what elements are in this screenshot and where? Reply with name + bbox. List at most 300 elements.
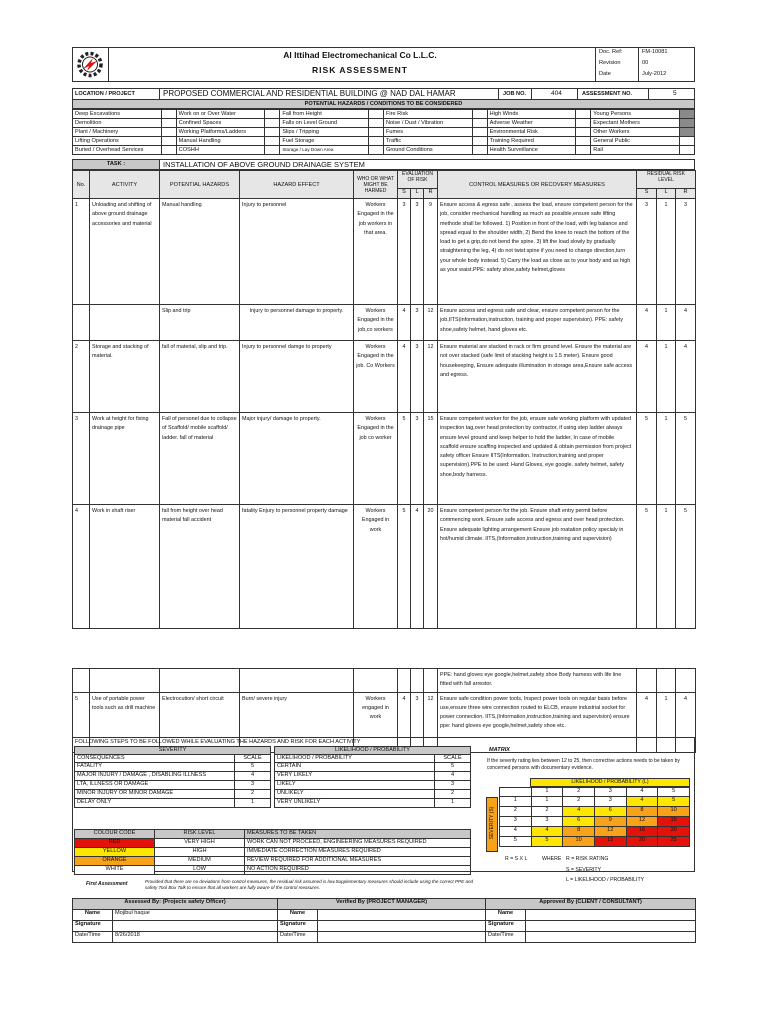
hazard-item: Confined Spaces (176, 119, 265, 128)
risk-l: 4 (411, 505, 424, 629)
risk-activity: Storage and stacking of material. (90, 341, 160, 413)
approved-signature-label: Signature (486, 921, 526, 932)
hazard-checkbox[interactable] (265, 137, 280, 146)
assessed-date-value: 8/26/2018 (113, 932, 278, 943)
col-who: WHO OR WHAT MIGHT BE HARMED (354, 171, 398, 199)
matrix-cell: 16 (626, 827, 658, 837)
hazard-checkbox[interactable] (472, 119, 487, 128)
risk-effect: Injury to personnel damge to property (240, 341, 354, 413)
matrix-cell: 20 (626, 837, 658, 847)
severity-row (75, 772, 271, 781)
risk-row (73, 199, 696, 305)
hazard-item: Adverse Weather (487, 119, 576, 128)
severity-axis-text: SEVERITY (S) (489, 806, 495, 840)
matrix-cell: 12 (626, 817, 658, 827)
color-measure: IMMEDIATE CORRECTION MEASURES REQUIRED (245, 848, 471, 857)
matrix-cell: 4 (626, 797, 658, 807)
matrix-cell: 1 (531, 797, 563, 807)
matrix-cell: 12 (594, 827, 626, 837)
hazard-checkbox[interactable] (265, 110, 280, 119)
hazard-checkbox[interactable] (472, 137, 487, 146)
likelihood-table (274, 746, 471, 808)
verified-by-title: Verified By (PROJECT MANAGER) (278, 899, 486, 910)
hazard-checkbox[interactable] (472, 146, 487, 155)
risk-rl: 1 (657, 305, 676, 341)
assessed-name-label: Name (73, 910, 113, 921)
hazard-checkbox[interactable] (265, 119, 280, 128)
risk-control: Ensure competent worker for the job, ensure safe working platform with updated inspection tag,over head protection by contractor, if using step ladder always ensure level ground and keep helper to hold the ladder, In case of mobile scaffold ensure scaffing inspected and updated & obtain permission from project safety officer Ensure IITS(Information, Instruction,training and proper supervision).PPE to be used: Hand Gloves, eye google. safety helmet, safety shoe,body harness. (438, 413, 637, 505)
risk-activity: Unloading and shifting of above ground drainage accessories and material (90, 199, 160, 305)
color-measure: WORK CAN NOT PROCEED, ENGINEERING MEASURES REQUIRED (245, 839, 471, 848)
likelihood-header-row (275, 755, 471, 763)
color-code-swatch: ORANGE (75, 857, 155, 866)
matrix-l-def: L = LIKELIHOOD / PROBABILITY (566, 877, 645, 883)
verified-name-value (318, 910, 486, 921)
matrix-s-def: S = SEVERITY (566, 867, 602, 873)
matrix-cell: 4 (563, 807, 595, 817)
task-value: INSTALLATION OF ABOVE GROUND DRAINAGE SYSTEM (163, 160, 365, 169)
risk-hazard: Slip and trip (160, 305, 240, 341)
color-code-swatch: RED (75, 839, 155, 848)
severity-header-row (75, 755, 271, 763)
risk-l: 3 (411, 692, 424, 752)
risk-s: 3 (398, 199, 411, 305)
matrix-cell: 10 (658, 807, 690, 817)
likelihood-label: VERY UNLIKELY (275, 799, 435, 808)
risk-effect: Injury to personnel (240, 199, 354, 305)
hazard-item: COSHH (176, 146, 265, 155)
hazard-item: Demolition (73, 119, 162, 128)
hazard-checkbox[interactable] (265, 128, 280, 137)
severity-label: LTA, ILLNESS OR DAMAGE (75, 781, 235, 790)
approved-date-value (526, 932, 696, 943)
color-row (75, 866, 471, 875)
likelihood-title: LIKELIHOOD / PROBABILITY (275, 747, 471, 755)
matrix-title: MATRIX (489, 747, 511, 753)
verified-name-label: Name (278, 910, 318, 921)
risk-no: 2 (73, 341, 90, 413)
risk-no: 1 (73, 199, 90, 305)
risk-rs: 5 (637, 505, 657, 629)
hazard-checkbox[interactable] (679, 137, 694, 146)
document-header (72, 47, 695, 82)
likelihood-scale: 1 (435, 799, 471, 808)
hazard-item: Fumes (383, 128, 472, 137)
risk-who: Workers engaged in work (354, 692, 398, 752)
severity-label: MINOR INJURY OR MINOR DAMAGE (75, 790, 235, 799)
gear-logo-icon (73, 48, 107, 81)
severity-scale: 5 (235, 763, 271, 772)
matrix-l-header: 3 (594, 788, 626, 797)
risk-r: 20 (424, 505, 438, 629)
location-row (72, 88, 695, 100)
table-gap-row (73, 629, 696, 669)
color-measure: REVIEW REQUIRED FOR ADDITIONAL MEASURES (245, 857, 471, 866)
color-risk-level: HIGH (155, 848, 245, 857)
risk-no (73, 305, 90, 341)
risk-rl: 1 (657, 199, 676, 305)
location-value: PROPOSED COMMERCIAL AND RESIDENTIAL BUILDING @ NAD DAL HAMAR (163, 89, 456, 98)
matrix-cell: 4 (531, 827, 563, 837)
hazard-checkbox[interactable] (576, 128, 591, 137)
assessed-date-label: Date/Time (73, 932, 113, 943)
severity-table (74, 746, 271, 808)
col-no: No. (73, 171, 90, 199)
assessed-signature-value (113, 921, 278, 932)
likelihood-row (275, 781, 471, 790)
hazard-item: Noise / Dust / Vibration (383, 119, 472, 128)
risk-who: Workers Engaged in the job workers in that area. (354, 199, 398, 305)
severity-scale: 3 (235, 781, 271, 790)
risk-r: 15 (424, 413, 438, 505)
hazard-grid (72, 109, 695, 155)
matrix-l-header: 1 (531, 788, 563, 797)
hazard-checkbox[interactable] (368, 119, 383, 128)
likelihood-scale: 4 (435, 772, 471, 781)
likelihood-row (275, 763, 471, 772)
severity-row (75, 763, 271, 772)
risk-r: 12 (424, 341, 438, 413)
risk-no: 3 (73, 413, 90, 505)
risk-s: 5 (398, 413, 411, 505)
risk-no: 5 (73, 692, 90, 752)
col-residual: RESIDUAL RISK LEVEL (637, 171, 696, 189)
form-title: RISK ASSESSMENT (312, 65, 408, 75)
color-header-row (75, 830, 471, 839)
company-name: Al Ittihad Electromechanical Co L.L.C. (283, 50, 437, 60)
steps-title: FOLLOWING STEPS TO BE FOLLOWED WHILE EVALUATING THE HAZARDS AND RISK FOR EACH ACTIVITY (75, 739, 361, 745)
risk-row (73, 505, 696, 629)
matrix-row (500, 807, 690, 817)
risk-r: 12 (424, 305, 438, 341)
col-l: L (411, 189, 424, 199)
risk-l: 3 (411, 413, 424, 505)
hazard-item: Manual Handling (176, 137, 265, 146)
hazard-checkbox[interactable] (265, 146, 280, 155)
risk-who: Workers Engaged in the job,co workers (354, 305, 398, 341)
matrix-cell: 10 (563, 837, 595, 847)
assessed-by-title: Assessed By: (Projects safety Officer) (73, 899, 278, 910)
color-code-table (74, 829, 471, 875)
hazard-item: Storage / Lay Down Area (280, 146, 369, 155)
risk-s: 4 (398, 692, 411, 752)
risk-row (73, 413, 696, 505)
matrix-lh-title: LIKELIHOOD / PROBABILITY (L) (530, 778, 690, 787)
likelihood-row (275, 790, 471, 799)
risk-activity: Use of portable power tools such as drill machine (90, 692, 160, 752)
risk-activity: Work at height for fixing drainage pipe (90, 413, 160, 505)
matrix-row (500, 797, 690, 807)
risk-hazard: Electrocution/ short circuit (160, 692, 240, 752)
hazard-checkbox[interactable] (368, 137, 383, 146)
risk-l (411, 669, 424, 693)
hazard-item: General Public (591, 137, 680, 146)
hazard-checkbox[interactable] (161, 110, 176, 119)
risk-hazard: fall of material, slip and trip. (160, 341, 240, 413)
col-control: CONTROL MEASURES OR RECOVERY MEASURES (438, 171, 637, 199)
severity-col2: SCALE (235, 755, 271, 763)
location-label: LOCATION / PROJECT (75, 91, 135, 97)
risk-rs (637, 669, 657, 693)
col-activity: ACTIVITY (90, 171, 160, 199)
company-logo (73, 48, 109, 81)
risk-control: Ensure safe condition power tools, Inspect power tools on regular basis before use,ensure three wire connection routed to ELCB, ensure industrial socket for power connection. IITS,(Information,instruction,training and supervision) ensure ppe: hand gloves eye google,helmet,safety shoe etc. (438, 692, 637, 752)
hazard-item: Fall from Height (280, 110, 369, 119)
matrix-cell: 2 (531, 807, 563, 817)
hazard-checkbox[interactable] (368, 146, 383, 155)
severity-scale: 1 (235, 799, 271, 808)
risk-rr (676, 669, 696, 693)
matrix-s-header: 1 (500, 797, 532, 807)
task-label: TASK : (106, 161, 126, 167)
hazards-title: POTENTIAL HAZARDS / CONDITIONS TO BE CONSIDERED (72, 100, 695, 109)
hazard-grid-row (73, 128, 695, 137)
task-row (72, 159, 695, 170)
assessment-no-value: 5 (673, 90, 677, 97)
likelihood-col2: SCALE (435, 755, 471, 763)
risk-effect: Burn/ severe injury (240, 692, 354, 752)
risk-rr: 3 (676, 199, 696, 305)
risk-hazard (160, 669, 240, 693)
risk-rs: 4 (637, 305, 657, 341)
hazard-checkbox[interactable] (679, 110, 694, 119)
likelihood-scale: 3 (435, 781, 471, 790)
matrix-l-header: 4 (626, 788, 658, 797)
assessment-no-label: ASSESSMENT NO. (582, 91, 633, 97)
likelihood-title-row (275, 747, 471, 755)
revision-label: Revision (599, 60, 621, 66)
matrix-severity-label (486, 797, 498, 852)
job-no-label: JOB NO. (503, 91, 527, 97)
matrix-cell: 5 (531, 837, 563, 847)
risk-activity: Work in shaft riser (90, 505, 160, 629)
risk-rs: 5 (637, 413, 657, 505)
risk-hazard: Manual handling (160, 199, 240, 305)
hazard-checkbox[interactable] (161, 128, 176, 137)
revision-value: 00 (642, 60, 649, 66)
matrix-s-header: 3 (500, 817, 532, 827)
verified-signature-value (318, 921, 486, 932)
hazard-item: Plant / Machinery (73, 128, 162, 137)
risk-rl: 1 (657, 341, 676, 413)
hazard-checkbox[interactable] (576, 119, 591, 128)
risk-row (73, 341, 696, 413)
risk-rr: 4 (676, 305, 696, 341)
hazard-item: Rail (591, 146, 680, 155)
matrix-cell: 25 (658, 837, 690, 847)
hazard-checkbox[interactable] (679, 146, 694, 155)
color-header-1: COLOUR CODE (75, 830, 155, 839)
col-evaluation: EVALUATION OF RISK (398, 171, 438, 189)
risk-l: 3 (411, 199, 424, 305)
hazard-checkbox[interactable] (472, 110, 487, 119)
likelihood-label: UNLIKELY (275, 790, 435, 799)
verified-date-label: Date/Time (278, 932, 318, 943)
risk-l: 3 (411, 341, 424, 413)
col-hazard-effect: HAZARD EFFECT (240, 171, 354, 199)
risk-s (398, 669, 411, 693)
risk-r (424, 669, 438, 693)
hazard-item: Environmental Risk (487, 128, 576, 137)
risk-who: Workers Engaged in the job. Co Workers (354, 341, 398, 413)
risk-rs: 3 (637, 199, 657, 305)
hazard-checkbox[interactable] (679, 119, 694, 128)
approved-date-label: Date/Time (486, 932, 526, 943)
assessed-name-value: Mojibul haque (113, 910, 278, 921)
verified-signature-label: Signature (278, 921, 318, 932)
hazard-checkbox[interactable] (161, 146, 176, 155)
hazard-checkbox[interactable] (679, 128, 694, 137)
risk-who: Workers Engaged in work (354, 505, 398, 629)
color-row (75, 857, 471, 866)
risk-rl: 1 (657, 413, 676, 505)
risk-hazard: Fall of personel due to collapse of Scaffold/ mobile scaffold/ ladder. fall of material (160, 413, 240, 505)
matrix-corner (500, 788, 532, 797)
date-label: Date (599, 71, 611, 77)
severity-col1: CONSEQUENCES (75, 755, 235, 763)
matrix-cell: 6 (594, 807, 626, 817)
hazard-item: Deep Excavations (73, 110, 162, 119)
risk-effect: fatality Enjury to personnel property damage (240, 505, 354, 629)
hazard-item: Young Persons (591, 110, 680, 119)
hazard-item: Lifting Operations (73, 137, 162, 146)
color-risk-level: LOW (155, 866, 245, 875)
likelihood-label: LIKELY (275, 781, 435, 790)
risk-effect: Major injury/ damage to property. (240, 413, 354, 505)
hazard-checkbox[interactable] (161, 119, 176, 128)
severity-row (75, 781, 271, 790)
matrix-formula: R = S X L (505, 856, 528, 862)
risk-hazard: fall from height over head material fall accident (160, 505, 240, 629)
likelihood-row (275, 772, 471, 781)
hazard-checkbox[interactable] (576, 146, 591, 155)
severity-scale: 2 (235, 790, 271, 799)
color-code-swatch: YELLOW (75, 848, 155, 857)
likelihood-label: VERY LIKELY (275, 772, 435, 781)
risk-l: 3 (411, 305, 424, 341)
date-value: July-2012 (642, 71, 667, 77)
matrix-row (500, 817, 690, 827)
risk-s: 4 (398, 305, 411, 341)
risk-rr: 4 (676, 341, 696, 413)
risk-r: 9 (424, 199, 438, 305)
color-row (75, 848, 471, 857)
signoff-table (72, 898, 696, 943)
matrix-cell: 20 (658, 827, 690, 837)
risk-r: 12 (424, 692, 438, 752)
severity-row (75, 799, 271, 808)
hazard-item: Training Required (487, 137, 576, 146)
hazard-item: Working Platforms/Ladders (176, 128, 265, 137)
matrix-cell: 15 (658, 817, 690, 827)
risk-activity (90, 669, 160, 693)
hazard-grid-row (73, 137, 695, 146)
likelihood-label: CERTAIN (275, 763, 435, 772)
hazard-item: Other Workers (591, 128, 680, 137)
approved-name-label: Name (486, 910, 526, 921)
hazard-checkbox[interactable] (576, 110, 591, 119)
col-r: R (424, 189, 438, 199)
approved-by-title: Approved By (CLIENT / CONSULTANT) (486, 899, 696, 910)
risk-row (73, 669, 696, 693)
matrix-note: If the severity rating lies between 12 to 25, then corrective actions needs to be taken by concerned persons with documentary evidence. (487, 758, 680, 771)
matrix-cell: 3 (594, 797, 626, 807)
doc-ref-label: Doc. Ref: (599, 49, 623, 55)
matrix-header-row (500, 788, 690, 797)
severity-label: DELAY ONLY (75, 799, 235, 808)
hazard-grid-row (73, 110, 695, 119)
hazard-checkbox[interactable] (368, 110, 383, 119)
matrix-cell: 8 (563, 827, 595, 837)
color-code-swatch: WHITE (75, 866, 155, 875)
risk-rl (657, 669, 676, 693)
hazard-checkbox[interactable] (161, 137, 176, 146)
severity-title-row (75, 747, 271, 755)
color-header-3: MEASURES TO BE TAKEN (245, 830, 471, 839)
severity-label: MAJOR INJURY / DAMAGE , DISABLING ILLNESS (75, 772, 235, 781)
risk-table (72, 170, 696, 753)
verified-date-value (318, 932, 486, 943)
risk-rs: 4 (637, 692, 657, 752)
hazard-checkbox[interactable] (472, 128, 487, 137)
matrix-cell: 9 (594, 817, 626, 827)
hazard-grid-row (73, 146, 695, 155)
hazard-item: Fuel Storage (280, 137, 369, 146)
risk-effect (240, 669, 354, 693)
hazard-item: Traffic (383, 137, 472, 146)
risk-activity (90, 305, 160, 341)
risk-control: Ensure competent person for the job. Ensure shaft entry permit before commencing work. Ensure safe access and egress and over head protection. Ensure adequate lighting arrangement Ensure job roatation policy specialy in hot/humid climate. IITS,(Information,instruction,training and supervision) (438, 505, 637, 629)
risk-control: PPE: hand gloves eye google,helmet,safety shoe Body harness with life line fitted with fall arrestor. (438, 669, 637, 693)
approved-name-value (526, 910, 696, 921)
color-header-2: RISK LEVEL (155, 830, 245, 839)
first-assessment-text: Provided that there are no deviations from control measures, the residual risk assumed is low.Supplementary measures should include using the correct PPE and safety Tool Box Talk to ensure that all workers are fully aware of the control measures. (145, 879, 474, 890)
color-measure: NO ACTION REQUIRED (245, 866, 471, 875)
severity-scale: 4 (235, 772, 271, 781)
matrix-where: WHERE (542, 856, 562, 862)
matrix-row (500, 827, 690, 837)
color-risk-level: VERY HIGH (155, 839, 245, 848)
matrix-cell: 5 (658, 797, 690, 807)
hazard-checkbox[interactable] (368, 128, 383, 137)
matrix-cell: 8 (626, 807, 658, 817)
assessed-signature-label: Signature (73, 921, 113, 932)
color-risk-level: MEDIUM (155, 857, 245, 866)
risk-s: 4 (398, 341, 411, 413)
doc-ref-value: FM-10081 (642, 49, 668, 55)
severity-title: SEVERITY (75, 747, 271, 755)
risk-rr: 5 (676, 413, 696, 505)
risk-s: 5 (398, 505, 411, 629)
risk-matrix (499, 787, 690, 847)
col-rs: S (637, 189, 657, 199)
matrix-l-header: 5 (658, 788, 690, 797)
approved-signature-value (526, 921, 696, 932)
risk-control: Ensure material are stacked in rack or firm ground level. Ensure the material are not over stacked (safe limit of stacking height is 1.5 meter). Ensure good housekeeping, Ensure adequate illumination in storage area,Ensure safe access and egress. (438, 341, 637, 413)
col-s: S (398, 189, 411, 199)
hazard-checkbox[interactable] (576, 137, 591, 146)
matrix-l-header: 2 (563, 788, 595, 797)
first-assessment-label: First Assessment (86, 881, 128, 887)
severity-row (75, 790, 271, 799)
matrix-cell: 15 (594, 837, 626, 847)
likelihood-scale: 2 (435, 790, 471, 799)
hazard-item: High Winds (487, 110, 576, 119)
hazard-item: Ground Conditions (383, 146, 472, 155)
risk-control: Ensure access & egress safe , assess the load, ensure competent person for the job, consider mechanical handling as much as possible,ensure safe lifting methode shall be followed. 1) Position in front of the load, with leg balance and spread equal to the shoulder width, 2) Bend the knee to reach the bottom of the load to get a grip,do not bend the spine. 3) lift the load slowly by gradually straightening the leg, 4) do not twist spine if you need to change direction,turn your whole body instead. 5) Carry the load as close as to your body and as high as your waist.PPE: safety shoe,safety helmet,gloves (438, 199, 637, 305)
col-potential-hazards: POTENTIAL HAZARDS (160, 171, 240, 199)
risk-no (73, 669, 90, 693)
